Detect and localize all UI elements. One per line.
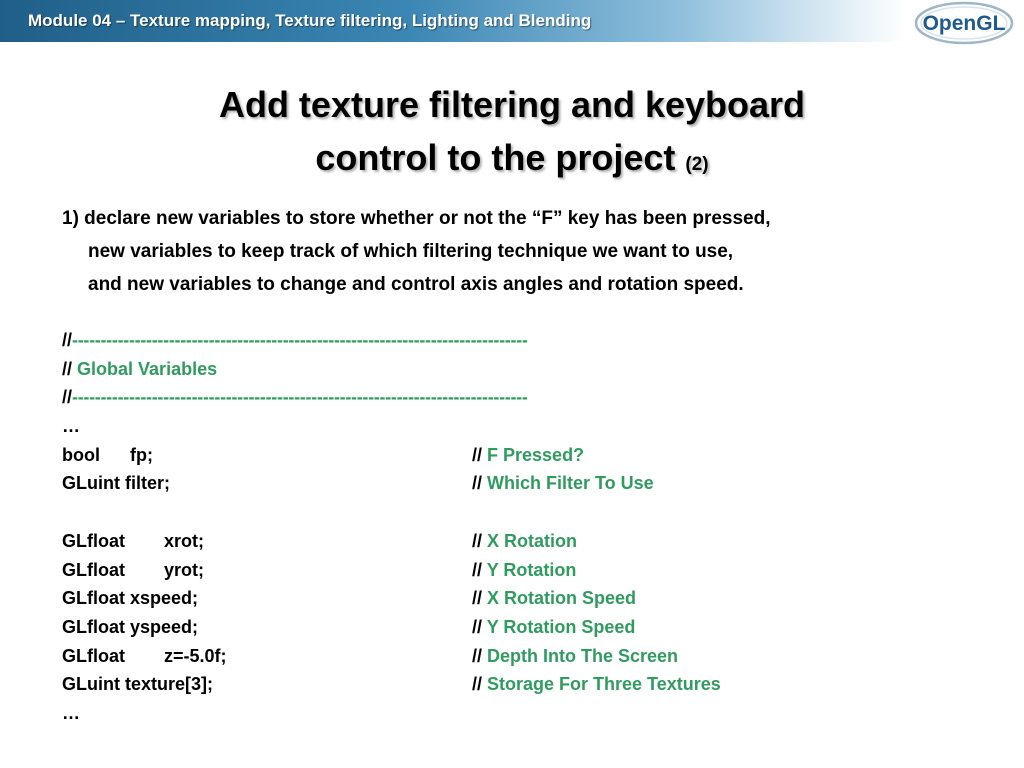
instruction-line-3: and new variables to change and control axis angles and rotation speed. [88,274,744,295]
var-comment-text: Which Filter To Use [487,473,654,494]
var-name: filter; [125,473,170,494]
divider-dashes: -------------------------------------------------------------------------------- [72,387,528,408]
code-line [62,642,962,671]
slide-title-line1: Add texture filtering and keyboard [218,84,806,125]
comment-divider-bottom [62,383,962,412]
var-comment: // Which Filter To Use [472,473,654,494]
global-variables-comment [62,355,962,384]
var-comment: // Y Rotation [472,559,577,580]
comment-slashes: // [62,358,73,379]
slide-part-number: (2) [685,154,709,175]
var-type: GLfloat [62,530,125,551]
global-variables-label: Global Variables [77,358,218,379]
var-comment: // Depth Into The Screen [472,645,679,666]
var-type: bool [62,444,100,465]
code-line [62,556,962,585]
blank-line [62,498,962,527]
var-name: xrot; [164,530,204,551]
var-comment-text: Y Rotation Speed [486,616,636,637]
var-type: GLfloat [62,588,125,609]
opengl-logo-text: OpenGL [922,12,1006,35]
var-name: fp; [130,444,153,465]
header-bar [0,0,905,42]
ellipsis-bottom: … [62,702,80,723]
var-name: texture[3]; [125,674,214,695]
code-line [62,584,962,613]
instruction-line-1: 1) declare new variables to store whether or not the “F” key has been pressed, [62,208,771,229]
var-comment-text: Storage For Three Textures [487,674,721,695]
var-comment: // X Rotation [472,530,578,551]
instruction-line-2: new variables to keep track of which filtering technique we want to use, [88,241,734,262]
code-block [62,326,962,728]
code-line [62,527,962,556]
var-comment: // Storage For Three Textures [472,674,721,695]
var-comment-text: F Pressed? [487,444,585,465]
var-name: z=-5.0f; [164,645,227,666]
comment-divider-top [62,326,962,355]
slide-title-line2-text: control to the project [315,137,676,178]
code-line [62,613,962,642]
var-type: GLfloat [62,616,125,637]
code-line [62,670,962,699]
var-type: GLfloat [62,645,125,666]
var-comment-text: X Rotation [487,530,578,551]
var-comment: // F Pressed? [472,444,585,465]
opengl-logo [912,0,1020,48]
slide-title-line2 [0,131,1024,191]
var-name: xspeed; [130,588,199,609]
var-type: GLfloat [62,559,125,580]
divider-slashes: // [62,387,73,408]
slide-title [0,78,1024,191]
var-comment-text: X Rotation Speed [487,588,637,609]
divider-slashes: // [62,330,73,350]
ellipsis-top: … [62,416,80,437]
var-name: yrot; [164,559,204,580]
divider-dashes: -------------------------------------------------------------------------------- [72,330,528,350]
var-comment-text: Depth Into The Screen [487,645,679,666]
code-line [62,441,962,470]
var-comment-text: Y Rotation [486,559,577,580]
var-type: GLuint [62,473,120,494]
var-comment: // X Rotation Speed [472,588,637,609]
var-comment: // Y Rotation Speed [472,616,636,637]
code-line [62,469,962,498]
instruction-text [62,202,962,301]
var-type: GLuint [62,674,120,695]
var-name: yspeed; [130,616,199,637]
module-title: Module 04 – Texture mapping, Texture filtering, Lighting and Blending [28,11,592,30]
